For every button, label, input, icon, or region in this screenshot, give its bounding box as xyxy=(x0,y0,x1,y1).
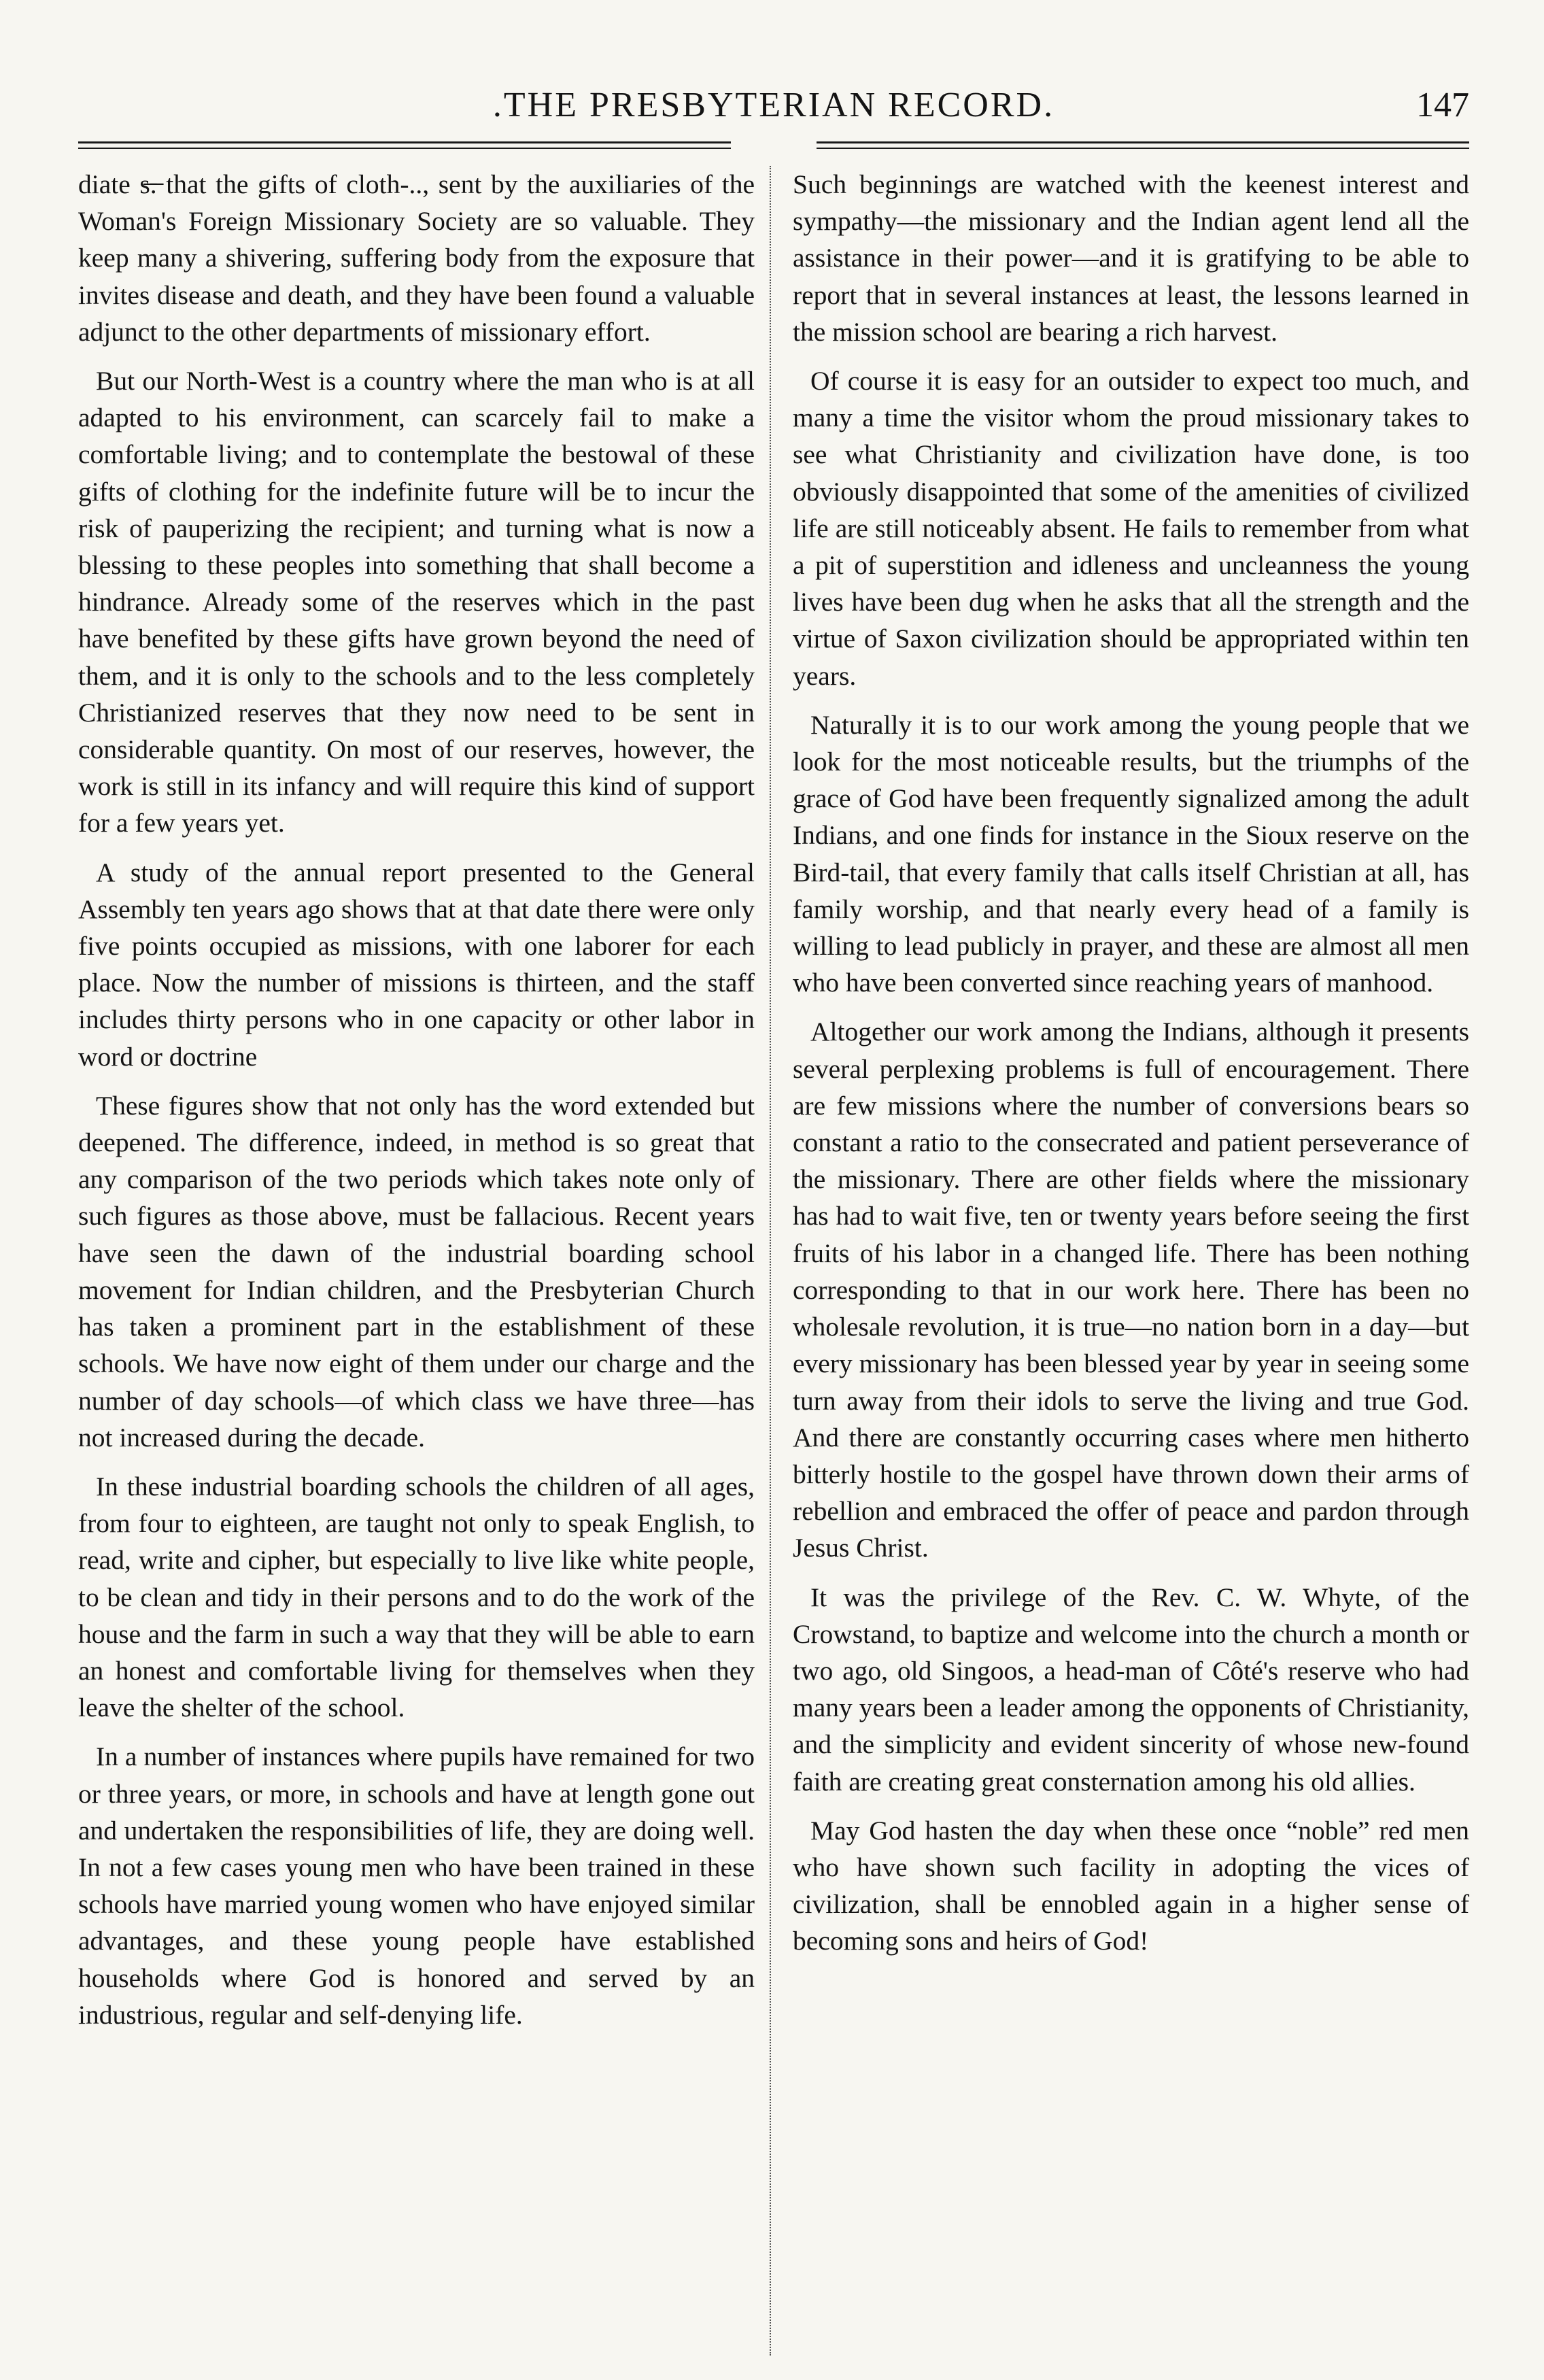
header-rule-left xyxy=(78,141,731,149)
paragraph: Of course it is easy for an outsider to expect too much, and many a time the visitor whom the proud missionary takes to see what Christianity and civilization have done, is too obviously disappointed that some of the amenities of civilized life are still noticeably absent. He fails to remember from what a pit of superstition and idleness and uncleanness the young lives have been dug when he asks that all the strength and the virtue of Saxon civilization should be appropriated within ten years. xyxy=(793,366,1469,691)
right-column xyxy=(793,166,1469,2045)
paragraph: In these industrial boarding schools the children of all ages, from four to eighteen, are taught not only to speak English, to read, write and cipher, but especially to live like white people, to be clean and tidy in their persons and to do the work of the house and the farm in such a way that they will be able to earn an honest and comfortable living for themselves when they leave the shelter of the school. xyxy=(78,1471,755,1723)
article-columns xyxy=(78,166,1469,2045)
header-rule-right xyxy=(817,141,1469,149)
paragraph: Such beginnings are watched with the keenest interest and sympathy—the missionary and the Indian agent lend all the assistance in their power—and it is gratifying to be able to report that in several instances at least, the lessons learned in the mission school are bearing a rich harvest. xyxy=(793,169,1469,347)
journal-title: .THE PRESBYTERIAN RECORD. xyxy=(492,86,1055,124)
paragraph: Naturally it is to our work among the young people that we look for the most noticeable results, but the triumphs of the grace of God have been frequently signalized among the adult Indians, and one finds for instance in the Sioux reserve on the Bird-tail, that every family that calls itself Christian at all, has family worship, and that nearly every head of a family is willing to lead publicly in prayer, and these are almost all men who have been converted since reaching years of manhood. xyxy=(793,709,1469,998)
paragraph: diate s̶.̶̶ that the gifts of cloth-.., sent by the auxiliaries of the Woman's Foreign Missionary Society are so valuable. They keep many a shivering, suffering body from the exposure that invites disease and death, and they have been found a valuable adjunct to the other departments of missionary effort. xyxy=(78,169,755,347)
page-number: 147 xyxy=(1416,86,1469,124)
paragraph: In a number of instances where pupils have remained for two or three years, or more, in schools and have at length gone out and undertaken the responsibilities of life, they are doing well. In not a few cases young men who have been trained in these schools have married young women who have enjoyed similar advantages, and these young people have established households where God is honored and served by an industrious, regular and self-denying life. xyxy=(78,1741,755,2030)
running-head xyxy=(78,82,1469,129)
header-rule xyxy=(78,141,1469,160)
paragraph: These figures show that not only has the word extended but deepened. The difference, indeed, in method is so great that any comparison of the two periods which takes note only of such figures as those above, must be fallacious. Recent years have seen the dawn of the industrial boarding school movement for Indian children, and the Presbyterian Church has taken a prominent part in the establishment of these schools. We have now eight of them under our charge and the number of day schools—of which class we have three—has not increased during the decade. xyxy=(78,1090,755,1452)
paragraph: But our North-West is a country where the man who is at all adapted to his environment, can scarcely fail to make a comfortable living; and to contemplate the bestowal of these gifts of clothing for the indefinite future will be to incur the risk of pauperizing the recipient; and turning what is now a blessing to these peoples into something that shall become a hindrance. Already some of the reserves which in the past have benefited by these gifts have grown beyond the need of them, and it is only to the schools and to the less completely Christianized reserves that they now need to be sent in considerable quantity. On most of our reserves, however, the work is still in its infancy and will require this kind of support for a few years yet. xyxy=(78,366,755,838)
paragraph: A study of the annual report presented to the General Assembly ten years ago shows that at that date there were only five points occupied as missions, with one laborer for each place. Now the number of missions is thirteen, and the staff includes thirty persons who in one capacity or other labor in word or doctrine xyxy=(78,857,755,1072)
column-divider xyxy=(770,166,771,2356)
paragraph: Altogether our work among the Indians, although it presents several perplexing problems is full of encouragement. There are few missions where the number of conversions bears so constant a ratio to the consecrated and patient perseverance of the missionary. There are other fields where the missionary has had to wait five, ten or twenty years before seeing the first fruits of his labor in a changed life. There has been nothing corresponding to that in our work here. There has been no wholesale revolution, it is true—no nation born in a day—but every missionary has been blessed year by year in seeing some turn away from their idols to serve the living and true God. And there are constantly occurring cases where men hitherto bitterly hostile to the gospel have thrown down their arms of rebellion and embraced the offer of peace and pardon through Jesus Christ. xyxy=(793,1017,1469,1563)
left-column xyxy=(78,166,755,2045)
paragraph: May God hasten the day when these once “noble” red men who have shown such facility in adopting the vices of civilization, shall be ennobled again in a higher sense of becoming sons and heirs of God! xyxy=(793,1815,1469,1956)
paragraph: It was the privilege of the Rev. C. W. Whyte, of the Crowstand, to baptize and welcome into the church a month or two ago, old Singoos, a head-man of Côté's reserve who had many years been a leader among the opponents of Christianity, and the simplicity and evident sincerity of whose new-found faith are creating great consternation among his old allies. xyxy=(793,1582,1469,1797)
